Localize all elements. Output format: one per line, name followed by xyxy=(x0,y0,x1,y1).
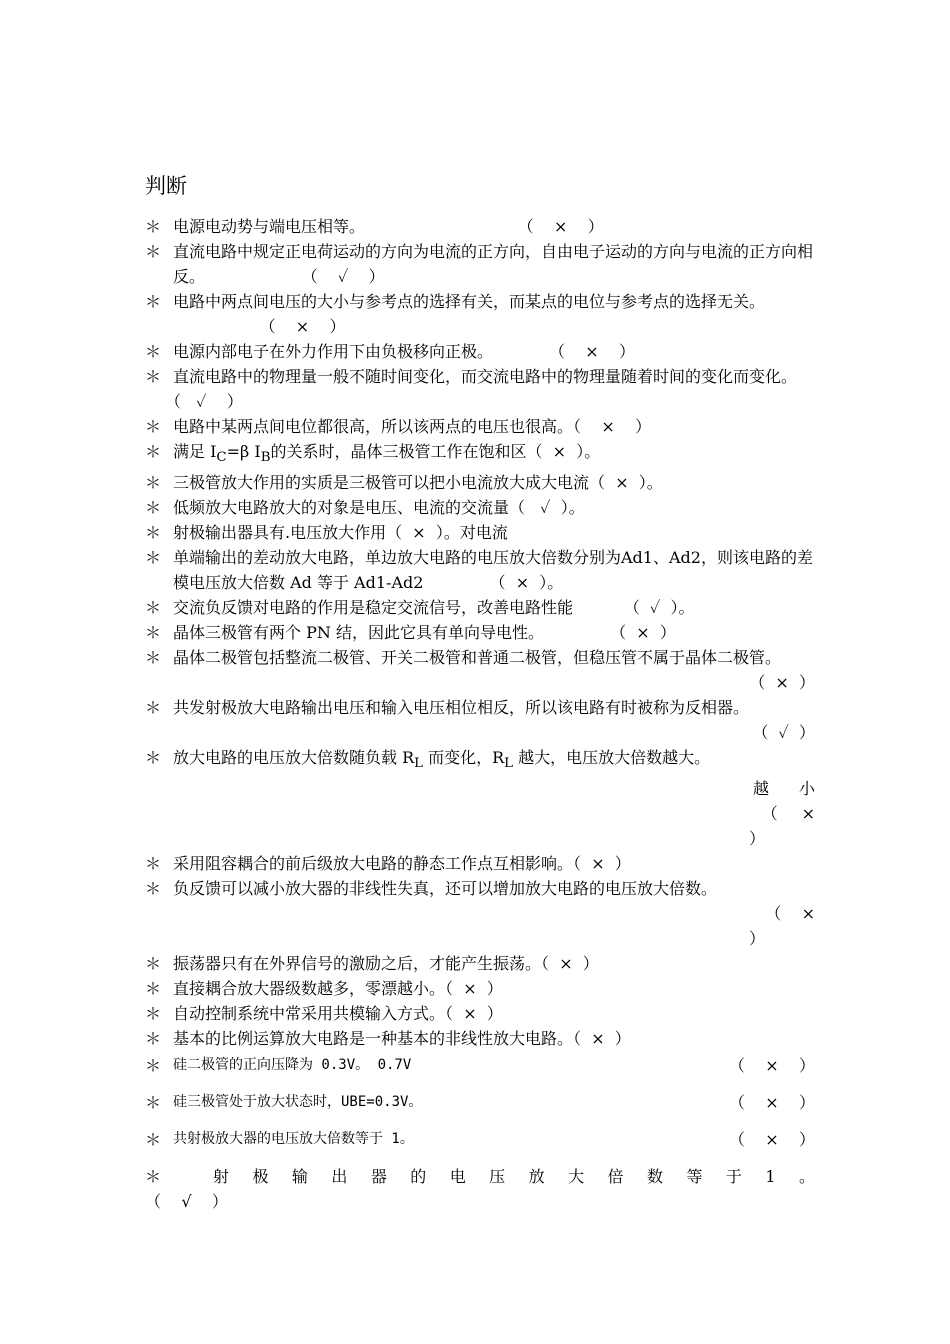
item-char: 等 xyxy=(686,1167,703,1187)
judgment-list xyxy=(145,214,815,1214)
answer-paren: ） xyxy=(748,829,765,849)
item-text-pre: 满足 I xyxy=(173,442,217,461)
list-item xyxy=(145,1026,815,1051)
item-char: 倍 xyxy=(607,1167,624,1187)
answer-mark: （ × ） xyxy=(445,1004,503,1024)
list-item xyxy=(145,520,815,545)
answer-mark: （ × ） xyxy=(445,979,503,999)
bullet: ＊ xyxy=(145,498,162,518)
answer-mark: × xyxy=(801,804,815,824)
list-item xyxy=(145,495,815,520)
answer-mark: （ × ）。 xyxy=(589,473,663,493)
bullet: ＊ xyxy=(145,1093,162,1113)
item-char: 放 xyxy=(528,1167,545,1187)
list-item xyxy=(145,695,815,745)
answer-word: 越 xyxy=(752,779,769,799)
item-char: 的 xyxy=(410,1167,427,1187)
list-item xyxy=(145,470,815,495)
answer-block xyxy=(173,776,815,851)
bullet: ＊ xyxy=(145,242,162,261)
list-item xyxy=(145,1090,815,1115)
subscript-b: B xyxy=(260,450,271,466)
answer-mark: （ × ）。 xyxy=(526,442,601,461)
item-char: 。 xyxy=(798,1167,815,1187)
item-char: 器 xyxy=(370,1167,387,1187)
list-item xyxy=(145,951,815,976)
answer-mark: （ × ） xyxy=(365,217,604,236)
bullet: ＊ xyxy=(145,292,162,311)
item-text: 晶体三极管有两个 PN 结，因此它具有单向导电性。 xyxy=(173,623,544,643)
item-text: 振荡器只有在外界信号的激励之后，才能产生振荡。 xyxy=(173,954,542,974)
bullet: ＊ xyxy=(145,442,162,461)
list-item xyxy=(145,339,815,364)
item-text-spaced xyxy=(145,1164,815,1189)
item-text: 直流电路中的物理量一般不随时间变化，而交流电路中的物理量随着时间的变化而变化。 xyxy=(173,367,798,386)
item-text: 硅三极管处于放大状态时，UBE=0.3V。 xyxy=(173,1094,423,1111)
bullet: ＊ xyxy=(145,698,162,718)
bullet: ＊ xyxy=(145,1004,162,1024)
bullet: ＊ xyxy=(145,623,162,643)
list-item xyxy=(145,851,815,876)
answer-paren: （ xyxy=(761,804,778,824)
item-text-post: 的关系时，晶体三极管工作在饱和区 xyxy=(270,442,527,461)
bullet: ＊ xyxy=(145,854,162,874)
answer-mark: （ × ） xyxy=(573,1029,631,1049)
answer-mark: （ × ） xyxy=(573,417,652,436)
item-text: 电源内部电子在外力作用下由负极移向正极。 xyxy=(173,342,494,361)
subscript-c: C xyxy=(216,450,227,466)
answer-mark: （ × xyxy=(765,904,815,924)
item-text-mid: =β I xyxy=(226,442,261,461)
answer-mark: （ × ）。对电流 xyxy=(386,523,508,543)
item-text: 自动控制系统中常采用共模输入方式。 xyxy=(173,1004,446,1024)
answer-word: 小 xyxy=(798,779,815,799)
list-item xyxy=(145,976,815,1001)
item-text: 直流电路中规定正电荷运动的方向为电流的正方向，自由电子运动的方向与电流的正方向相反。 xyxy=(173,242,814,286)
item-text-post: 越大，电压放大倍数越大。 xyxy=(513,748,711,768)
page-title: 判断 xyxy=(145,174,187,198)
bullet: ＊ xyxy=(145,1029,162,1049)
item-text-pre: 放大电路的电压放大倍数随负载 R xyxy=(173,748,415,768)
bullet: ＊ xyxy=(145,367,162,386)
item-char: 输 xyxy=(291,1167,308,1187)
answer-mark: （ × ）。 xyxy=(423,573,564,593)
item-char: 1 xyxy=(765,1167,776,1187)
subscript-l: L xyxy=(504,756,513,772)
list-item xyxy=(145,364,815,414)
list-item xyxy=(145,439,815,470)
answer-mark: （ × ） xyxy=(728,1130,815,1150)
item-text: 三极管放大作用的实质是三极管可以把小电流放大成大电流 xyxy=(173,473,590,493)
item-char: 数 xyxy=(646,1167,663,1187)
item-char: 极 xyxy=(252,1167,269,1187)
list-item xyxy=(145,645,815,695)
bullet: ＊ xyxy=(145,979,162,999)
subscript-l: L xyxy=(414,756,423,772)
list-item xyxy=(145,214,815,239)
answer-mark: （ ✓ ） xyxy=(173,392,243,411)
list-item xyxy=(145,620,815,645)
item-text: 晶体二极管包括整流二极管、开关二极管和普通二极管，但稳压管不属于晶体二极管。 xyxy=(173,648,782,668)
item-char: 出 xyxy=(331,1167,348,1187)
list-item xyxy=(145,414,815,439)
answer-mark: （ ✓ ） xyxy=(205,267,385,286)
list-item-last xyxy=(145,1164,815,1214)
answer-mark: （ × ） xyxy=(728,1056,815,1076)
answer-mark: （ ✓ ）。 xyxy=(509,498,585,518)
item-char: 电 xyxy=(449,1167,466,1187)
item-text-mid: 而变化，R xyxy=(423,748,505,768)
answer-mark: （ × ） xyxy=(728,1093,815,1113)
answer-mark: （ √ ） xyxy=(145,1192,228,1212)
bullet: ＊ xyxy=(145,648,162,668)
item-text: 射极输出器具有.电压放大作用 xyxy=(173,523,387,543)
answer-mark: （ × ） xyxy=(573,854,631,874)
item-text: 采用阻容耦合的前后级放大电路的静态工作点互相影响。 xyxy=(173,854,574,874)
answer-mark: （ × ） xyxy=(493,342,636,361)
list-item xyxy=(145,1127,815,1152)
item-text: 低频放大电路放大的对象是电压、电流的交流量 xyxy=(173,498,510,518)
bullet: ＊ xyxy=(145,954,162,974)
bullet: ＊ xyxy=(145,217,162,236)
bullet: ＊ xyxy=(145,1056,162,1076)
answer-mark: （ × ） xyxy=(173,317,346,336)
item-text: 电路中两点间电压的大小与参考点的选择有关，而某点的电位与参考点的选择无关。 xyxy=(173,292,766,311)
bullet: ＊ xyxy=(145,417,162,436)
list-item xyxy=(145,545,815,595)
answer-mark: （ × ） xyxy=(543,623,676,643)
answer-mark: （ × ） xyxy=(541,954,599,974)
bullet: ＊ xyxy=(145,473,162,493)
list-item xyxy=(145,745,815,851)
bullet: ＊ xyxy=(145,342,162,361)
list-item xyxy=(145,876,815,951)
item-char: 大 xyxy=(568,1167,585,1187)
bullet: ＊ xyxy=(145,523,162,543)
bullet: ＊ xyxy=(145,1130,162,1150)
item-text: 硅二极管的正向压降为 0.3V。 0.7V xyxy=(173,1057,412,1074)
item-text: 基本的比例运算放大电路是一种基本的非线性放大电路。 xyxy=(173,1029,574,1049)
answer-mark: （ × ） xyxy=(749,673,815,693)
item-text: 电路中某两点间电位都很高，所以该两点的电压也很高。 xyxy=(173,417,574,436)
bullet: ＊ xyxy=(145,1167,162,1187)
item-text: 直接耦合放大器级数越多，零漂越小。 xyxy=(173,979,446,999)
item-char: 射 xyxy=(213,1167,230,1187)
item-char: 于 xyxy=(725,1167,742,1187)
list-item xyxy=(145,1053,815,1078)
answer-mark: （ ✓ ） xyxy=(752,723,815,743)
item-char: 压 xyxy=(489,1167,506,1187)
item-text: 电源电动势与端电压相等。 xyxy=(173,217,366,236)
answer-paren: ） xyxy=(748,929,765,949)
bullet: ＊ xyxy=(145,598,162,618)
item-text: 单端输出的差动放大电路，单边放大电路的电压放大倍数分别为Ad1、Ad2，则该电路的差模电压放大倍数 Ad 等于 Ad1-Ad2 xyxy=(173,548,813,593)
bullet: ＊ xyxy=(145,748,162,768)
answer-mark: （ ✓ ）。 xyxy=(573,598,695,618)
item-text: 共射极放大器的电压放大倍数等于 1。 xyxy=(173,1131,414,1148)
list-item xyxy=(145,239,815,289)
item-text: 交流负反馈对电路的作用是稳定交流信号，改善电路性能 xyxy=(173,598,574,618)
list-item xyxy=(145,289,815,339)
list-item xyxy=(145,1001,815,1026)
item-text: 负反馈可以减小放大器的非线性失真，还可以增加放大电路的电压放大倍数。 xyxy=(173,879,718,899)
bullet: ＊ xyxy=(145,548,162,568)
bullet: ＊ xyxy=(145,879,162,899)
item-text: 共发射极放大电路输出电压和输入电压相位相反，所以该电路有时被称为反相器。 xyxy=(173,698,750,718)
list-item xyxy=(145,595,815,620)
